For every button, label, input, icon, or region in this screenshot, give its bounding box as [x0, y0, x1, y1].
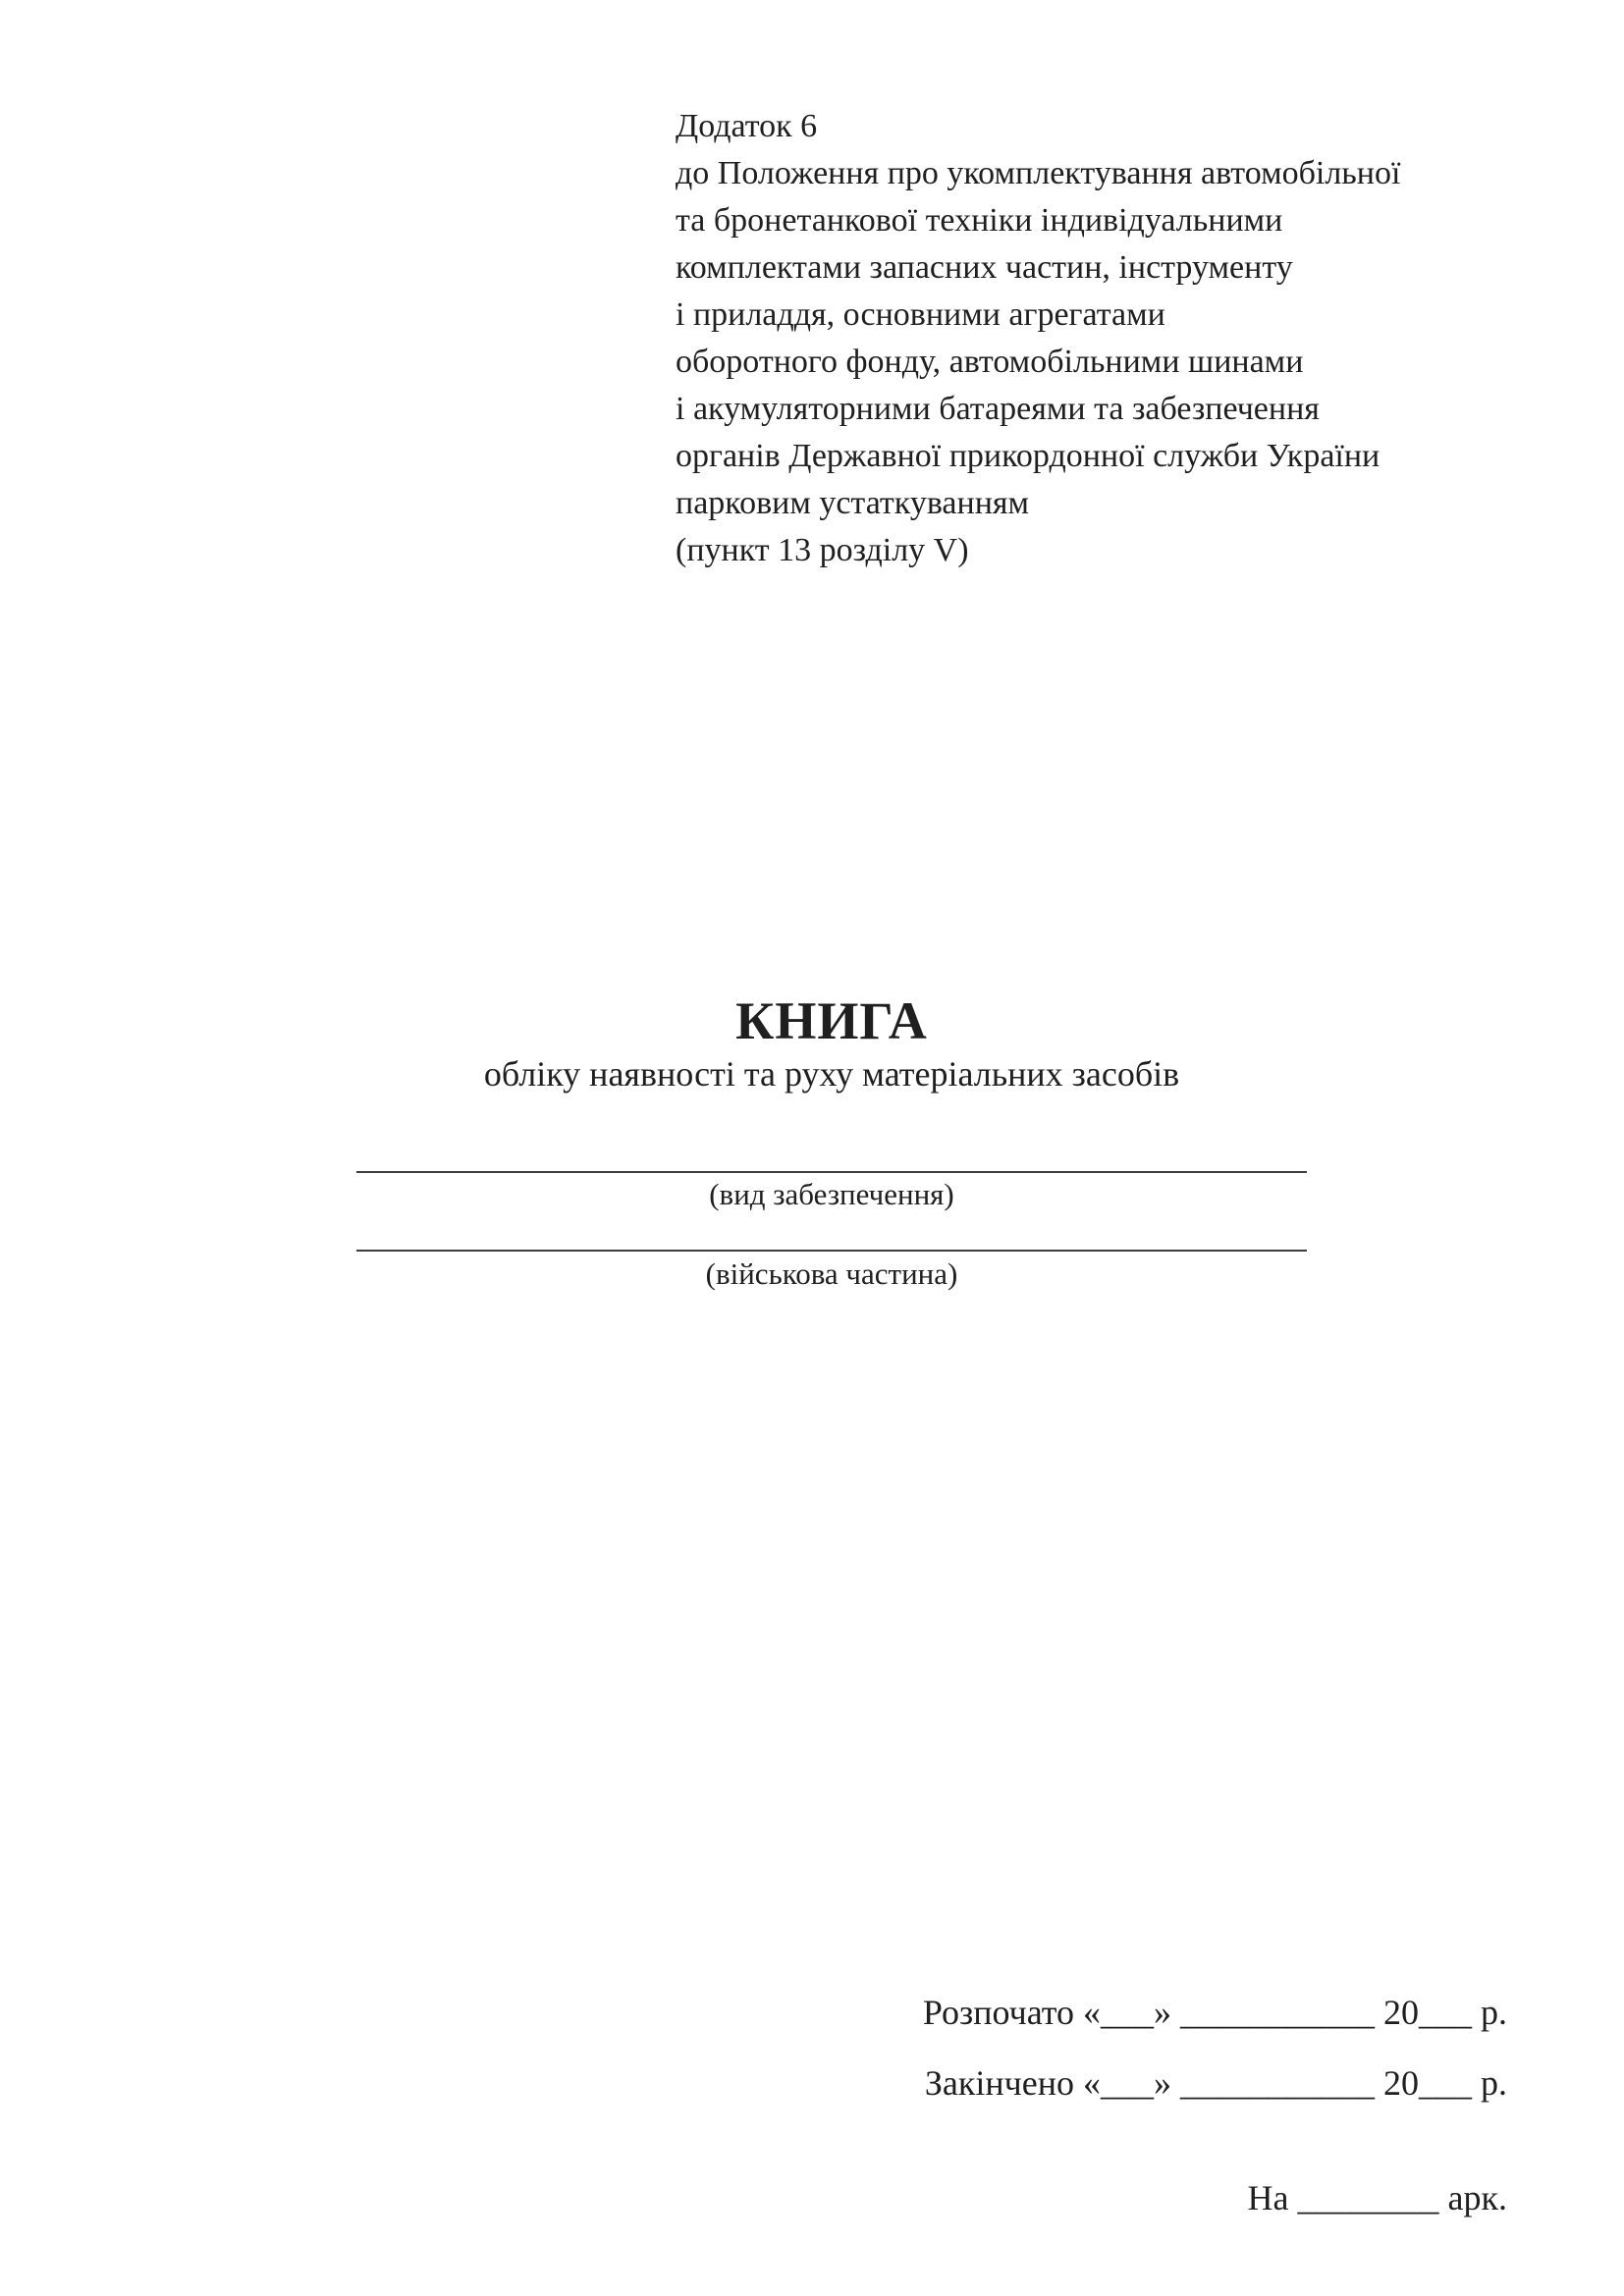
appendix-note-line: Додаток 6	[676, 108, 818, 144]
document-subtitle: обліку наявності та руху матеріальних засобів	[483, 1054, 1180, 1094]
supply-type-label: (вид забезпечення)	[709, 1177, 954, 1211]
document-title: КНИГА	[735, 991, 928, 1050]
appendix-note-line: органів Державної прикордонної служби України	[676, 438, 1380, 474]
appendix-note-line: і акумуляторними батареями та забезпечення	[676, 391, 1320, 427]
military-unit-label: (військова частина)	[705, 1256, 958, 1291]
appendix-note-line: комплектами запасних частин, інструменту	[676, 249, 1293, 286]
appendix-note	[676, 103, 1520, 574]
appendix-note-line: та бронетанкової техніки індивідуальними	[676, 202, 1283, 239]
started-date-line: Розпочато «___» ___________ 20___ р.	[922, 1993, 1507, 2032]
supply-type-blank-line	[356, 1171, 1307, 1173]
appendix-note-line: до Положення про укомплектування автомобільної	[676, 155, 1401, 191]
appendix-note-line: (пункт 13 розділу V)	[676, 532, 969, 568]
sheet-count-line: На ________ арк.	[1247, 2178, 1507, 2217]
appendix-note-line: парковим устаткуванням	[676, 485, 1030, 521]
finished-date-line: Закінчено «___» ___________ 20___ р.	[924, 2063, 1507, 2103]
appendix-note-line: оборотного фонду, автомобільними шинами	[676, 344, 1304, 380]
military-unit-blank-line	[356, 1250, 1307, 1252]
appendix-note-line: і приладдя, основними агрегатами	[676, 296, 1165, 333]
